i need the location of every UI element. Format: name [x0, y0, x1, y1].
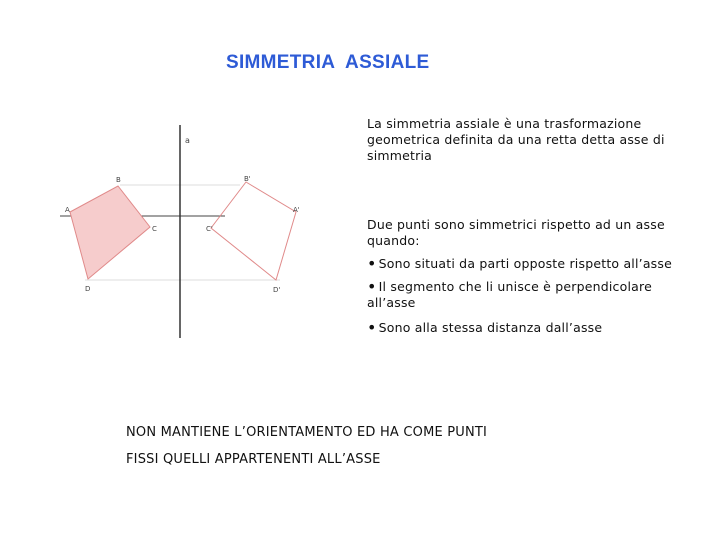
vertex-label-c-prime: C'	[206, 225, 213, 233]
bullet-item	[367, 279, 697, 311]
original-polygon	[70, 186, 150, 279]
footer-line-1: NON MANTIENE L’ORIENTAMENTO ED HA COME PUNTI	[126, 425, 488, 440]
vertex-label-d-prime: D'	[273, 286, 281, 294]
axis-label: a	[185, 136, 190, 145]
reflected-polygon	[211, 182, 296, 280]
vertex-label-d: D	[85, 285, 91, 293]
vertex-label-b-prime: B'	[244, 175, 251, 183]
bullet-dot: •	[367, 254, 377, 273]
vertex-label-b: B	[116, 176, 121, 184]
page-title: SIMMETRIA ASSIALE	[226, 52, 430, 73]
vertex-label-a: A	[65, 206, 70, 214]
bullet-dot: •	[367, 318, 377, 337]
condition-intro: Due punti sono simmetrici rispetto ad un asse quando:	[367, 217, 665, 248]
bullet-text: Sono alla stessa distanza dall’asse	[378, 320, 603, 335]
vertex-label-c: C	[152, 225, 157, 233]
definition-text: La simmetria assiale è una trasformazione geometrica definita da una retta detta asse di simmetria	[367, 116, 665, 163]
vertex-label-a-prime: A'	[293, 206, 300, 214]
symmetry-figure	[60, 110, 320, 345]
bullet-text: Il segmento che li unisce è perpendicolare all’asse	[367, 279, 652, 310]
bullet-dot: •	[367, 277, 377, 296]
bullet-item	[367, 256, 697, 272]
bullet-item	[367, 320, 697, 336]
bullet-text: Sono situati da parti opposte rispetto all’asse	[378, 256, 673, 271]
footer-line-2: FISSI QUELLI APPARTENENTI ALL’ASSE	[126, 452, 381, 467]
